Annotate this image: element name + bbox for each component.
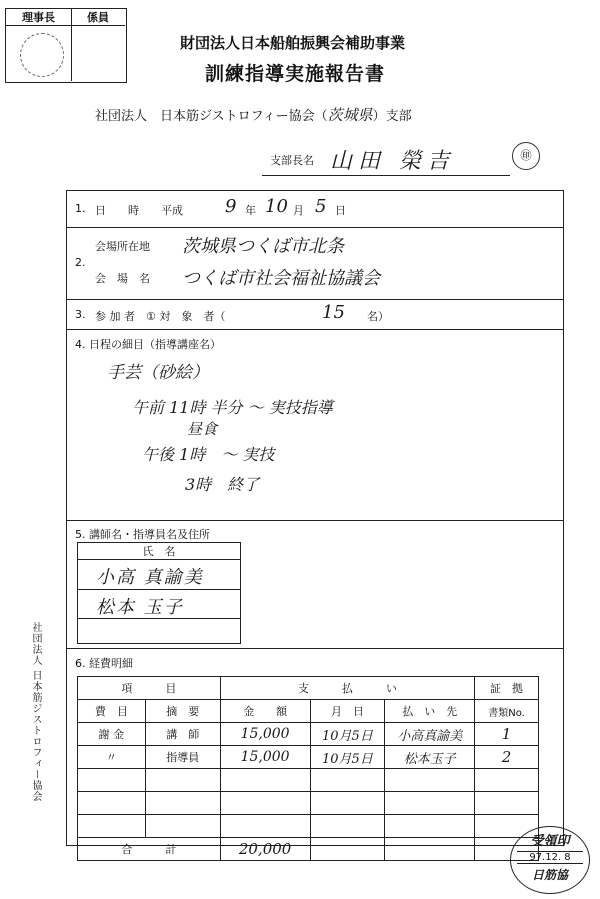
branch-head-name: 山田 榮吉 [330,149,455,174]
schedule-line: 3時 終了 [185,475,260,494]
participants-num: 3. [75,308,86,321]
section-participants [66,299,564,329]
approval-header-chairman: 理事長 [6,9,72,26]
participants-count: 15 [322,302,345,323]
venue-num: 2. [75,256,86,269]
schedule-line: 午前 11時 半分 ～ 実技指導 [132,398,333,417]
schedule-line: 昼食 [187,420,218,438]
received-stamp [510,826,590,894]
received-stamp-date: 97.12. 8 [517,851,583,864]
row-amount: 15,000 [220,746,310,769]
participants-label: 参 加 者 ① 対 象 者（ [95,310,226,323]
participants-unit: 名） [367,310,389,323]
row-amount: 15,000 [220,723,310,746]
row-docno: 2 [475,746,539,769]
instructor-name: 松本 玉子 [96,597,184,618]
schedule-label: 4. 日程の細目（指導講座名） [75,338,221,351]
org-title: 財団法人日本船舶振興会補助事業 [180,34,406,52]
date-month: 10 [265,196,288,217]
header-docno: 書類No. [475,700,539,723]
side-org-text: 社団法人 日本筋ジストロフィー協会 [30,622,41,803]
row-date: 10月5日 [310,746,385,769]
venue-address-value: 茨城県つくば市北条 [182,236,344,257]
section-schedule [66,329,564,520]
association-branch: 茨城県 [327,106,373,124]
expenses-table [77,676,539,861]
branch-head-underline [262,175,510,176]
schedule-line: 手芸（砂絵） [107,363,209,383]
table-row-empty [78,815,539,838]
date-year: 9 [225,196,237,217]
venue-address-label: 会場所在地 [95,240,150,253]
date-num: 1. [75,202,86,215]
table-row [78,746,539,769]
association-line [95,104,412,125]
instructors-row-line [78,589,240,590]
received-stamp-title: 受領印 [530,834,570,849]
header-payment: 支 払 い [220,677,474,700]
instructors-row-line [78,618,240,619]
branch-head-seal: ㊞ [512,142,540,170]
section-venue [66,227,564,299]
row-date: 10月5日 [310,723,385,746]
row-payee: 小高真諭美 [385,723,475,746]
row-cost: 〃 [78,746,146,769]
instructors-col-header: 氏 名 [78,543,240,560]
row-cost: 謝 金 [78,723,146,746]
association-prefix: 社団法人 日本筋ジストロフィー協会（ [95,109,328,124]
instructors-label: 5. 講師名・指導員名及住所 [75,528,210,541]
venue-name-value: つくば市社会福祉協議会 [182,268,380,289]
association-suffix: ）支部 [372,109,412,124]
total-row [78,838,539,861]
table-row [78,723,539,746]
row-desc: 指導員 [145,746,220,769]
branch-head-label: 支部長名 [270,154,314,167]
row-docno: 1 [475,723,539,746]
section-instructors [66,520,564,648]
received-stamp-org: 日筋協 [531,868,568,882]
date-month-label: 月 [293,204,304,217]
header-payee: 払 い 先 [385,700,475,723]
row-desc: 講 師 [145,723,220,746]
date-day: 5 [315,196,327,217]
row-payee: 松本玉子 [385,746,475,769]
section-expenses [66,648,564,858]
seal-circle [20,33,64,77]
date-year-label: 年 [245,204,256,217]
instructor-name: 小高 真諭美 [96,567,204,588]
schedule-line: 午後 1時 ～ 実技 [142,445,275,464]
table-row-empty [78,769,539,792]
approval-header-staff: 係員 [71,9,125,26]
report-title: 訓練指導実施報告書 [205,63,386,85]
table-row-empty [78,792,539,815]
expenses-label: 6. 経費明細 [75,657,133,670]
header-item: 項 目 [78,677,221,700]
venue-name-label: 会 場 名 [95,272,150,285]
total-amount: 20,000 [220,838,310,861]
date-label: 日 時 平成 [95,204,183,217]
header-date: 月 日 [310,700,385,723]
instructors-table [77,542,241,644]
header-amount: 金 額 [220,700,310,723]
approval-box [5,8,127,83]
header-cost: 費 目 [78,700,146,723]
approval-divider [71,25,72,81]
date-day-label: 日 [335,204,346,217]
header-desc: 摘 要 [145,700,220,723]
total-label: 合 計 [78,838,221,861]
section-date [66,190,564,227]
header-proof: 証 拠 [475,677,539,700]
